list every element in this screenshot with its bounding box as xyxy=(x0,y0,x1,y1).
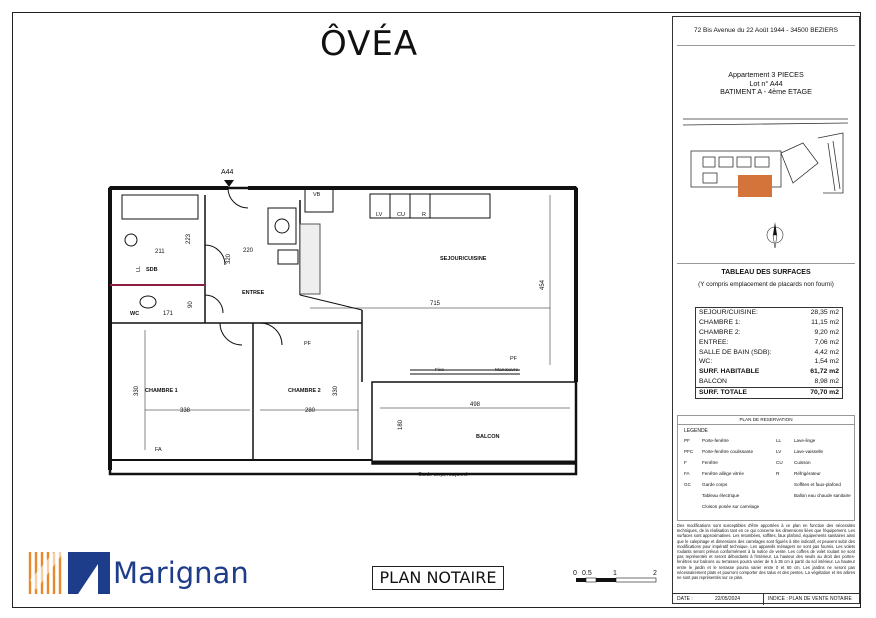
legend-code: PF xyxy=(684,438,690,443)
surface-row xyxy=(696,357,842,367)
fixture-fixe: Fixe xyxy=(435,368,445,373)
soffit xyxy=(300,224,320,294)
info-panel xyxy=(672,16,860,604)
legend-text: Tableau électrique xyxy=(702,493,740,498)
apt-building: BATIMENT A - 4ème ETAGE xyxy=(720,87,812,97)
surface-row xyxy=(696,348,842,358)
brand-name: Marignan xyxy=(113,556,249,590)
fixture-manoeuvre: Manœuvre xyxy=(495,368,519,373)
dim-ch2-h: 330 xyxy=(333,385,339,396)
divider xyxy=(677,45,855,46)
dim-entree-w: 220 xyxy=(243,248,254,254)
legend-code: CU xyxy=(776,460,783,465)
surface-value: 7,06 m2 xyxy=(814,338,839,346)
door-arc-entry xyxy=(228,188,248,208)
scale-tick-2: 2 xyxy=(653,570,657,577)
indice: INDICE : PLAN DE VENTE NOTAIRE xyxy=(768,596,852,602)
surface-label: CHAMBRE 1: xyxy=(699,318,741,326)
legend xyxy=(677,415,855,521)
surfaces-table xyxy=(695,307,843,399)
surface-row xyxy=(696,328,842,338)
dim-ch1-h: 330 xyxy=(134,385,140,396)
date-value: 22/05/2024 xyxy=(711,594,764,605)
closet-entree xyxy=(268,208,296,244)
fixture-pf2: PF xyxy=(510,356,518,362)
fixture-vb: VB xyxy=(313,192,321,198)
surface-label: SEJOUR/CUISINE: xyxy=(699,309,758,316)
entrance-label: A44 xyxy=(221,169,234,176)
surface-value: 28,35 m2 xyxy=(810,309,839,316)
dim-sejour-w: 715 xyxy=(430,301,441,307)
surface-value: 8,98 m2 xyxy=(814,378,839,386)
legend-text: Lave-linge xyxy=(794,438,816,443)
dim-wc-h: 90 xyxy=(188,301,194,308)
disclaimer: Des modifications sont susceptibles d'être apportées à ce plan en fonction des nécessités techniques, de la réalisation tant en ce qui concerne les dimensions liées que l'équipement. Les surfaces sont approximatives. Les retombées, soffites, faux plafond, équipements sanitaires ainsi que le calepinage et dimensions des carrelages sont figurés à titre indicatif, et peuvent subir des modifications pour impératif technique. Les appareils ménagers ne sont pas fournis. Les volets roulants seront prévus conformément à la notice de vente. Les coffres de volet roulant ne sont pas représentés et seront débordants à l'intérieur. La hauteur des seuils au droit des portes-fenêtres sur balcons ou terrasses pourra varier de 5 à 35 cm à partir du sol intérieur. La hauteur entre le jardin et le terrasse pourra varier entre 0 et 60 cm. Les jardins ne seront pas nécessairement plats et pourront comporter des talus et des pentes. La végétation et les arbres ne sont pas représentés sur ce plan. xyxy=(677,523,855,581)
dim-wc-w: 171 xyxy=(163,311,174,317)
legend-item xyxy=(776,471,821,476)
sink xyxy=(125,234,137,246)
room-chambre1: CHAMBRE 1 xyxy=(145,388,178,394)
surface-label: SURF. HABITABLE xyxy=(699,368,760,376)
bathtub xyxy=(122,195,198,219)
surface-value: 61,72 m2 xyxy=(810,368,839,376)
surface-row xyxy=(696,308,842,318)
date-label: DATE : xyxy=(677,596,693,602)
legend-item xyxy=(684,460,718,465)
legend-item xyxy=(776,449,823,454)
dim-balcon-h: 180 xyxy=(398,419,404,430)
dim-ch2-w: 280 xyxy=(305,408,316,414)
surface-value: 70,70 m2 xyxy=(810,389,839,397)
legend-text: Cloison posée sur carrelage xyxy=(702,504,760,509)
scale-tick-1: 1 xyxy=(613,570,617,577)
legend-code: LL xyxy=(776,438,782,443)
door-arc-ch1 xyxy=(220,323,242,345)
room-sdb: SDB xyxy=(146,267,158,273)
legend-item xyxy=(684,493,739,498)
legend-code: R xyxy=(776,471,780,476)
toilet xyxy=(140,296,156,308)
apt-lot: Lot n° A44 xyxy=(749,78,783,88)
building-keyplan xyxy=(683,113,848,253)
surfaces-title: TABLEAU DES SURFACES xyxy=(721,269,811,276)
room-entree: ENTREE xyxy=(242,290,265,296)
fixture-r: R xyxy=(422,212,426,218)
apartment-info xyxy=(673,71,859,97)
legend-text: Fenêtre allège vitrée xyxy=(702,471,744,476)
scale-bar xyxy=(570,566,662,590)
door-arc-ch2 xyxy=(260,323,282,345)
lot-highlight xyxy=(738,175,772,197)
garde-corps-label: Garde-corps maçonné xyxy=(418,472,468,478)
address: 72 Bis Avenue du 22 Août 1944 - 34500 BEZIERS xyxy=(693,27,839,34)
legend-item xyxy=(684,471,744,476)
fixture-cu: CU xyxy=(397,212,405,218)
door-arc-sdb xyxy=(205,245,225,265)
legend-item xyxy=(684,438,729,443)
surface-value: 9,20 m2 xyxy=(814,328,839,336)
plan-notaire-label: PLAN NOTAIRE xyxy=(372,566,504,590)
legend-text: Porte-fenêtre xyxy=(702,438,729,443)
legend-item xyxy=(776,438,815,443)
surface-row xyxy=(696,318,842,328)
surface-label: CHAMBRE 2: xyxy=(699,328,741,336)
legend-text: Porte-fenêtre coulissante xyxy=(702,449,754,454)
legend-header: PLAN DE RESERVATION xyxy=(678,416,854,425)
legend-text: Cuisson xyxy=(794,460,811,465)
legend-title: LEGENDE xyxy=(684,428,708,434)
legend-code: FA xyxy=(684,471,690,476)
dim-entree-h: 320 xyxy=(226,253,232,264)
fixture-lv: LV xyxy=(376,212,383,218)
scale-tick-0: 0 xyxy=(573,570,577,577)
legend-item xyxy=(776,493,851,498)
compass-icon xyxy=(767,222,783,248)
electrical-panel xyxy=(278,250,298,264)
surface-label: SURF. TOTALE xyxy=(699,389,748,397)
legend-item xyxy=(776,460,811,465)
surface-value: 4,42 m2 xyxy=(814,348,839,356)
legend-text: Garde corps xyxy=(702,482,728,487)
legend-text: Réfrigérateur xyxy=(794,471,821,476)
surface-label: SALLE DE BAIN (SDB): xyxy=(699,348,772,356)
legend-item xyxy=(776,482,841,487)
surface-row xyxy=(696,338,842,348)
entrance-arrow xyxy=(224,180,234,187)
surfaces-subtitle: (Y compris emplacement de placards non fourni) xyxy=(698,281,834,288)
legend-code: F xyxy=(684,460,687,465)
legend-code: PFC xyxy=(684,449,694,454)
legend-text: Ballon eau chaude sanitaire xyxy=(794,493,851,498)
legend-code: GC xyxy=(684,482,691,487)
surface-label: BALCON xyxy=(699,378,727,386)
legend-text: Fenêtre xyxy=(702,460,718,465)
legend-text: Soffites et faux-plafond xyxy=(794,482,841,487)
dim-sdb-w: 211 xyxy=(155,249,165,255)
divider xyxy=(677,263,855,264)
room-sejour: SEJOUR/CUISINE xyxy=(440,256,487,262)
dim-sejour-h: 454 xyxy=(540,279,546,290)
surface-label: WC: xyxy=(699,358,713,366)
legend-code: LV xyxy=(776,449,782,454)
fixture-pf1: PF xyxy=(304,341,312,347)
legend-text: Lave-vaisselle xyxy=(794,449,824,454)
surface-row xyxy=(696,377,842,387)
legend-item xyxy=(684,449,753,454)
date-bar xyxy=(673,593,859,605)
surface-label: ENTREE: xyxy=(699,338,729,346)
legend-item xyxy=(684,504,759,509)
floor-plan xyxy=(100,160,670,490)
water-heater xyxy=(275,219,289,233)
fixture-fa: FA xyxy=(155,447,162,453)
dim-balcon-w: 498 xyxy=(470,402,481,408)
surface-value: 1,54 m2 xyxy=(814,358,839,366)
outer-wall xyxy=(110,188,576,474)
fixture-ll: LL xyxy=(136,265,142,272)
surface-row xyxy=(696,387,842,398)
dim-ch1-w: 338 xyxy=(180,408,191,414)
dim-sdb-h: 223 xyxy=(186,233,192,244)
surface-row xyxy=(696,367,842,377)
legend-item xyxy=(684,482,727,487)
room-chambre2: CHAMBRE 2 xyxy=(288,388,321,394)
room-wc: WC xyxy=(130,311,140,317)
room-balcon: BALCON xyxy=(476,434,500,440)
scale-tick-05: 0.5 xyxy=(582,570,592,577)
project-title: ÔVÉA xyxy=(320,24,419,64)
apt-type: Appartement 3 PIECES xyxy=(728,70,804,79)
door-arc-wc xyxy=(205,295,223,313)
surface-value: 11,15 m2 xyxy=(811,318,839,326)
